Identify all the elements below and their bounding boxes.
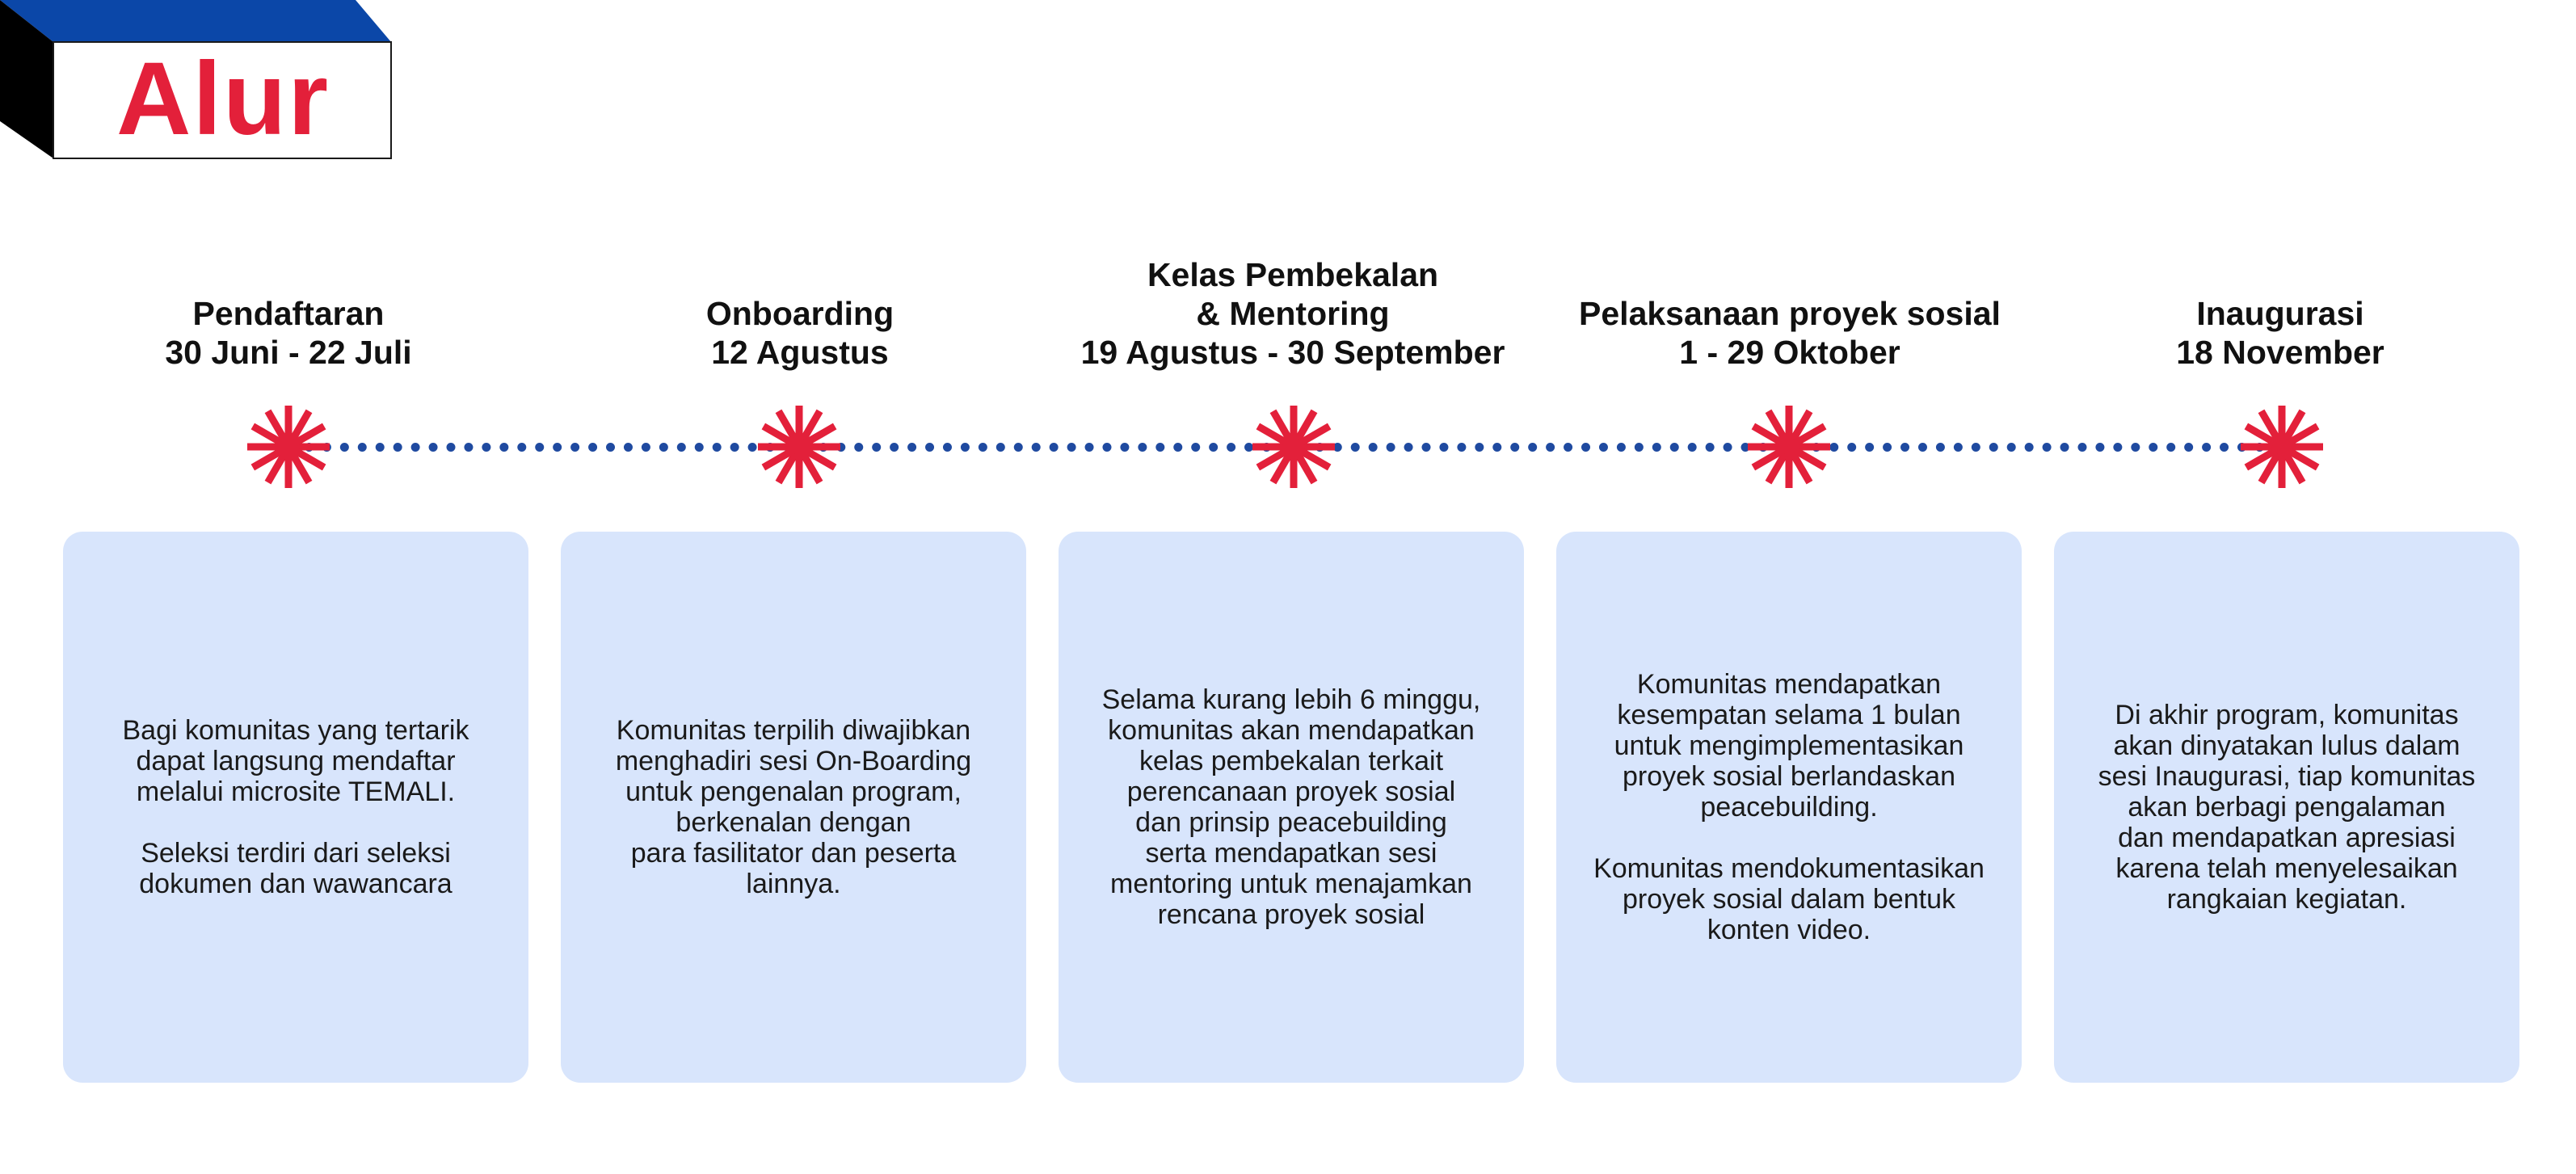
page-title: Alur xyxy=(116,41,330,157)
description-line: Komunitas mendapatkan xyxy=(1636,669,1942,700)
starburst-icon xyxy=(2239,404,2325,490)
description-line: proyek sosial berlandaskan xyxy=(1622,761,1955,792)
paragraph-gap xyxy=(1593,823,1985,853)
starburst-center xyxy=(791,439,807,455)
stage-card xyxy=(1556,532,2022,1083)
description-line: dapat langsung mendaftar xyxy=(136,746,456,776)
starburst-shape xyxy=(2239,404,2325,490)
description-line: mentoring untuk menajamkan xyxy=(1110,869,1472,899)
stage-description xyxy=(123,715,469,899)
title-block xyxy=(0,0,396,162)
stage-name-line2: & Mentoring xyxy=(1196,295,1390,332)
description-line: Bagi komunitas yang tertarik xyxy=(122,715,469,746)
starburst-icon xyxy=(246,404,331,490)
starburst-shape xyxy=(246,404,331,490)
description-line: dokumen dan wawancara xyxy=(139,869,452,899)
description-line: akan berbagi pengalaman xyxy=(2128,792,2446,823)
starburst-center xyxy=(280,439,297,455)
description-line: melalui microsite TEMALI. xyxy=(136,776,456,807)
description-line: dan prinsip peacebuilding xyxy=(1135,807,1447,838)
description-line: kesempatan selama 1 bulan xyxy=(1617,700,1961,730)
stage-heading xyxy=(541,242,1059,372)
stage-card xyxy=(63,532,528,1083)
stage-date: 1 - 29 Oktober xyxy=(1679,334,1900,371)
description-line: menghadiri sesi On-Boarding xyxy=(615,746,972,776)
description-line: kelas pembekalan terkait xyxy=(1139,746,1444,776)
stage-date: 18 November xyxy=(2176,334,2384,371)
stage-date: 12 Agustus xyxy=(711,334,889,371)
stage-card xyxy=(561,532,1026,1083)
stage-date: 19 Agustus - 30 September xyxy=(1080,334,1505,371)
description-line: untuk mengimplementasikan xyxy=(1614,730,1964,761)
description-line: sesi Inaugurasi, tiap komunitas xyxy=(2098,761,2476,792)
stage-heading xyxy=(1034,242,1551,372)
description-line: lainnya. xyxy=(746,869,841,899)
starburst-shape xyxy=(1746,404,1832,490)
stage-description xyxy=(1102,684,1481,930)
stage-card xyxy=(2054,532,2519,1083)
stage-description xyxy=(616,715,971,899)
description-line: rencana proyek sosial xyxy=(1157,899,1425,930)
stage-name: Inaugurasi xyxy=(2196,295,2364,332)
stage-description xyxy=(1593,669,1985,945)
stage-heading xyxy=(2022,242,2539,372)
description-line: dan mendapatkan apresiasi xyxy=(2118,823,2456,853)
description-line: Di akhir program, komunitas xyxy=(2115,700,2459,730)
stage-name: Pendaftaran xyxy=(192,295,385,332)
stage-heading xyxy=(1531,242,2048,372)
description-line: perencanaan proyek sosial xyxy=(1126,776,1456,807)
description-line: untuk pengenalan program, xyxy=(625,776,962,807)
starburst-shape xyxy=(1251,404,1336,490)
starburst-icon xyxy=(1746,404,1832,490)
stage-date: 30 Juni - 22 Juli xyxy=(165,334,412,371)
description-line: Seleksi terdiri dari seleksi xyxy=(141,838,451,869)
description-line: para fasilitator dan peserta xyxy=(630,838,957,869)
starburst-icon xyxy=(1251,404,1336,490)
stage-name: Pelaksanaan proyek sosial xyxy=(1579,295,2001,332)
description-line: Selama kurang lebih 6 minggu, xyxy=(1101,684,1481,715)
description-line: proyek sosial dalam bentuk xyxy=(1622,884,1955,915)
description-line: peacebuilding. xyxy=(1700,792,1878,823)
stage-card xyxy=(1059,532,1524,1083)
stage-name: Kelas Pembekalan xyxy=(1147,256,1439,293)
paragraph-gap xyxy=(123,807,469,838)
stage-heading xyxy=(30,242,547,372)
starburst-shape xyxy=(756,404,842,490)
description-line: Komunitas mendokumentasikan xyxy=(1593,853,1985,884)
stage-name: Onboarding xyxy=(705,295,894,332)
starburst-center xyxy=(2274,439,2290,455)
description-line: akan dinyatakan lulus dalam xyxy=(2113,730,2460,761)
description-line: komunitas akan mendapatkan xyxy=(1108,715,1475,746)
starburst-center xyxy=(1781,439,1797,455)
description-line: konten video. xyxy=(1707,915,1871,945)
description-line: Komunitas terpilih diwajibkan xyxy=(616,715,971,746)
starburst-center xyxy=(1286,439,1302,455)
starburst-icon xyxy=(756,404,842,490)
description-line: karena telah menyelesaikan xyxy=(2115,853,2458,884)
stage-description xyxy=(2098,700,2476,915)
description-line: berkenalan dengan xyxy=(676,807,911,838)
description-line: serta mendapatkan sesi xyxy=(1145,838,1437,869)
description-line: rangkaian kegiatan. xyxy=(2166,884,2407,915)
